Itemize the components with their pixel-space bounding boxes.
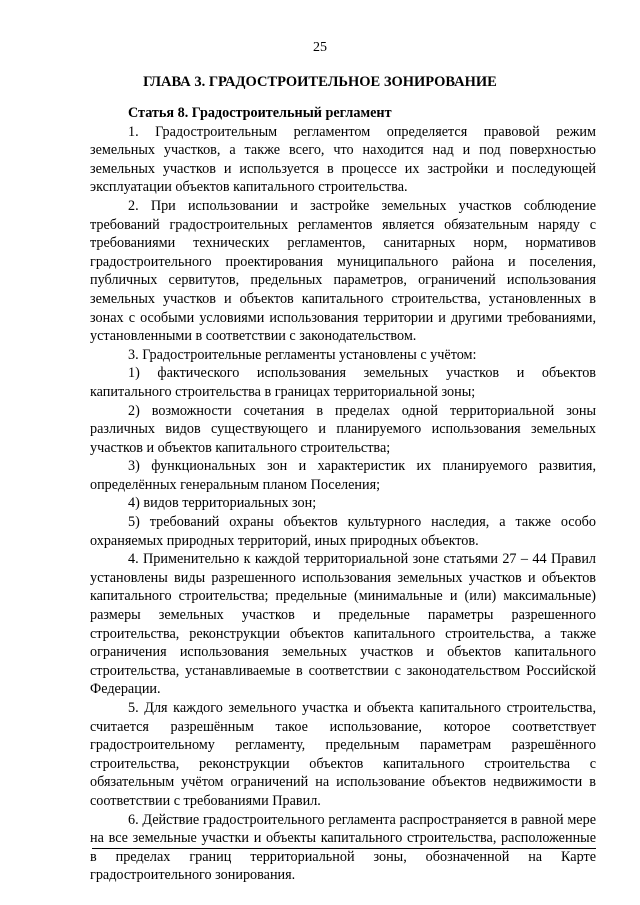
paragraph-5: 5. Для каждого земельного участка и объекта капитального строительства, считается разрешённым такое использование, которое соответствует градостроительному регламенту, предельным параметрам разрешённого строительства, реконструкции объектов капитального строительства с обязательным учётом ограничений на использование объектов недвижимости в соответствии с требованиями Правил. — [90, 700, 596, 809]
list-item-2: 2) возможности сочетания в пределах одной территориальной зоны различных видов существующего и планируемого использования земельных участков и объектов капитального строительства; — [90, 402, 596, 456]
list-item-5: 5) требований охраны объектов культурного наследия, а также особо охраняемых природных территорий, иных природных объектов. — [90, 514, 596, 549]
list-item-3: 3) функциональных зон и характеристик их планируемого развития, определённых генеральным планом Поселения; — [90, 458, 596, 493]
paragraph-2: 2. При использовании и застройке земельных участков соблюдение требований градостроительных регламентов является обязательным наряду с требованиями технических регламентов, санитарных норм, нормативов градостроительного проектирования муниципального района и поселения, публичных сервитутов, предельных параметров, ограничений использования земельных участков и объектов капитального строительства, установленных в зонах с особыми условиями использования территории и другими требованиями, установленными в соответствии с законодательством. — [90, 197, 596, 345]
paragraph-6: 6. Действие градостроительного регламента распространяется в равной мере на все земельные участки и объекты капитального строительства, расположенные в пределах границ территориальной зоны, обозначенной на Карте градостроительного зонирования. — [90, 811, 596, 884]
article-title: Статья 8. Градостроительный регламент — [128, 105, 392, 121]
paragraph-4: 4. Применительно к каждой территориальной зоне статьями 27 – 44 Правил установлены виды разрешенного использования земельных участков и объектов капитального строительства; предельные (минимальные и (или) максимальные) размеры земельных участков и предельные параметры разрешенного строительства, реконструкции объектов капитального строительства, а также ограничения использования земельных участков и объектов капитального строительства, устанавливаемые в соответствии с законодательством Российской Федерации. — [90, 551, 596, 698]
article-body — [90, 104, 596, 885]
paragraph-1: 1. Градостроительным регламентом определяется правовой режим земельных участков, а также всего, что находится над и под поверхностью земельных участков и используется в процессе их застройки и последующей эксплуатации объектов капитального строительства. — [90, 123, 596, 196]
paragraph-3: 3. Градостроительные регламенты установлены с учётом: — [128, 346, 477, 363]
list-item-1: 1) фактического использования земельных участков и объектов капитального строительства в границах территориальной зоны; — [90, 365, 596, 400]
page-number: 25 — [313, 40, 327, 55]
chapter-title: ГЛАВА 3. ГРАДОСТРОИТЕЛЬНОЕ ЗОНИРОВАНИЕ — [143, 74, 497, 90]
list-item-4: 4) видов территориальных зон; — [128, 495, 317, 512]
footer-divider — [92, 848, 596, 849]
